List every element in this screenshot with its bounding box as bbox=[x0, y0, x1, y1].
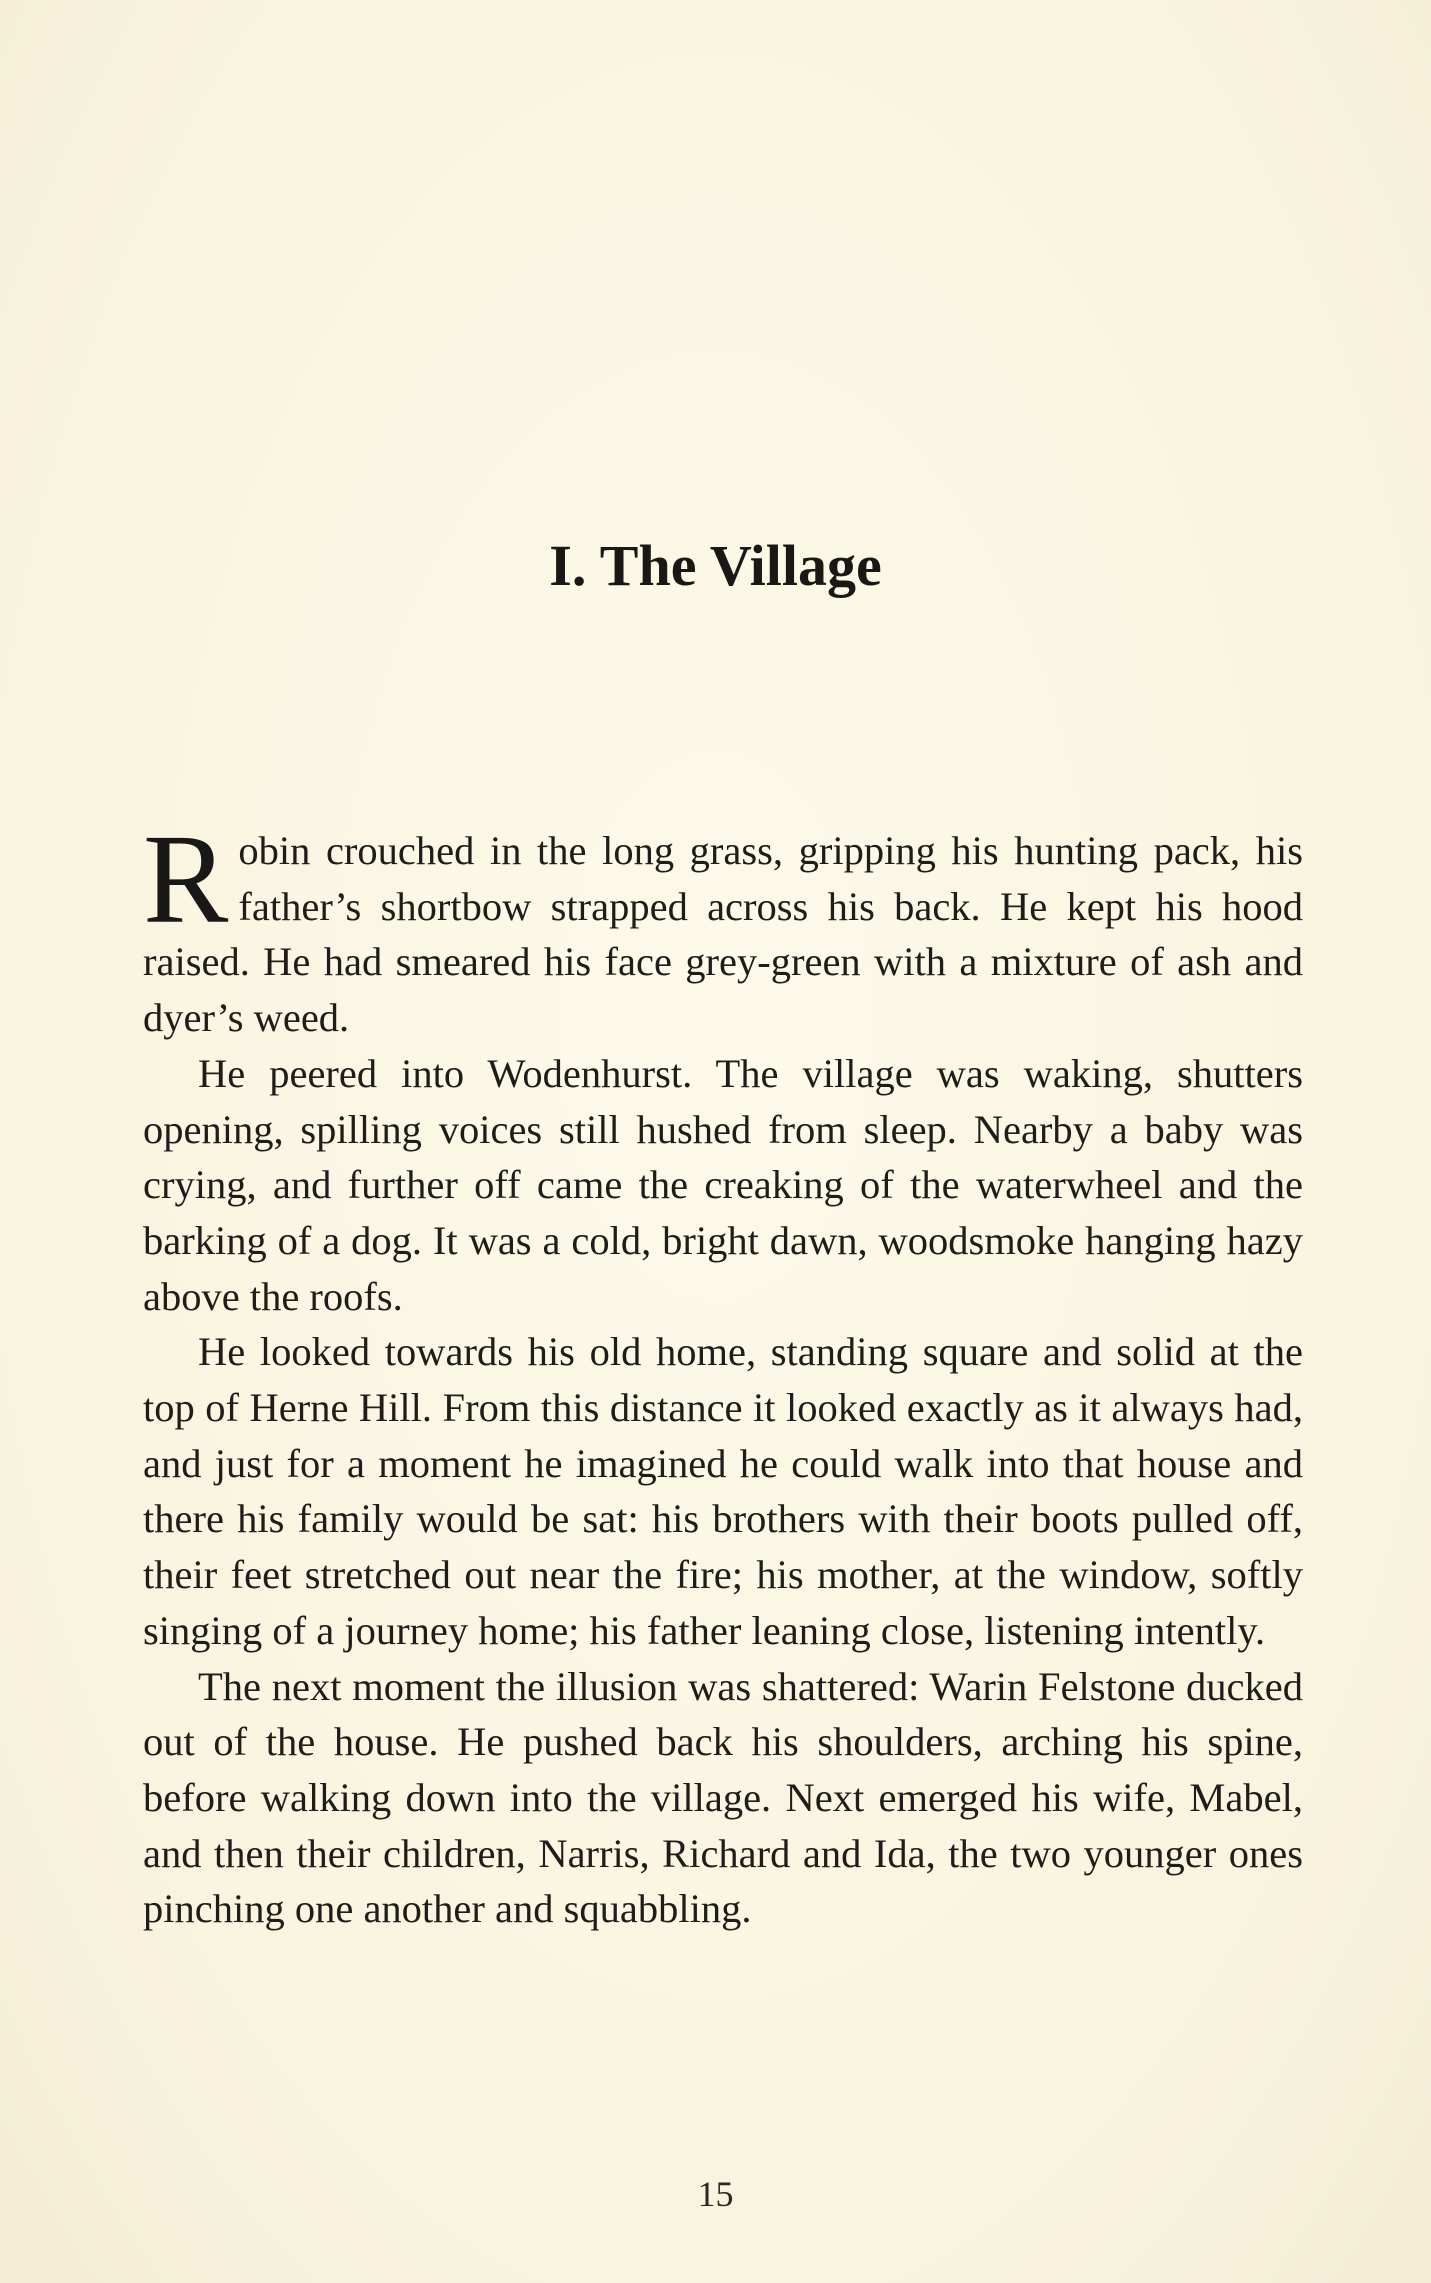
body-text bbox=[143, 808, 1303, 1937]
paragraph-1-text: obin crouched in the long grass, gripping his hunting pack, his father’s shortbow strapped across his back. He kept his hood raised. He had smeared his face grey-green with a mixture of ash and dyer’s weed. bbox=[143, 828, 1303, 1041]
paragraph-3: He looked towards his old home, standing square and solid at the top of Herne Hill. From this distance it looked exactly as it always had, and just for a moment he imagined he could walk into that house and there his family would be sat: his brothers with their boots pulled off, their feet stretched out near the fire; his mother, at the window, softly singing of a journey home; his father leaning close, listening intently. bbox=[143, 1329, 1303, 1653]
paragraph-4: The next moment the illusion was shattered: Warin Felstone ducked out of the house. He pushed back his shoulders, arching his spine, before walking down into the village. Next emerged his wife, Mabel, and then their children, Narris, Richard and Ida, the two younger ones pinching one another and squabbling. bbox=[143, 1663, 1303, 1932]
drop-cap: R bbox=[143, 808, 229, 950]
paragraph-2: He peered into Wodenhurst. The village was waking, shutters opening, spilling voices still hushed from sleep. Nearby a baby was crying, and further off came the creaking of the waterwheel and the barking of a dog. It was a cold, bright dawn, woodsmoke hanging hazy above the roofs. bbox=[143, 1050, 1303, 1319]
page-number: 15 bbox=[697, 2174, 734, 2214]
chapter-title: I. The Village bbox=[549, 533, 882, 598]
paragraph-1 bbox=[143, 808, 1303, 1046]
